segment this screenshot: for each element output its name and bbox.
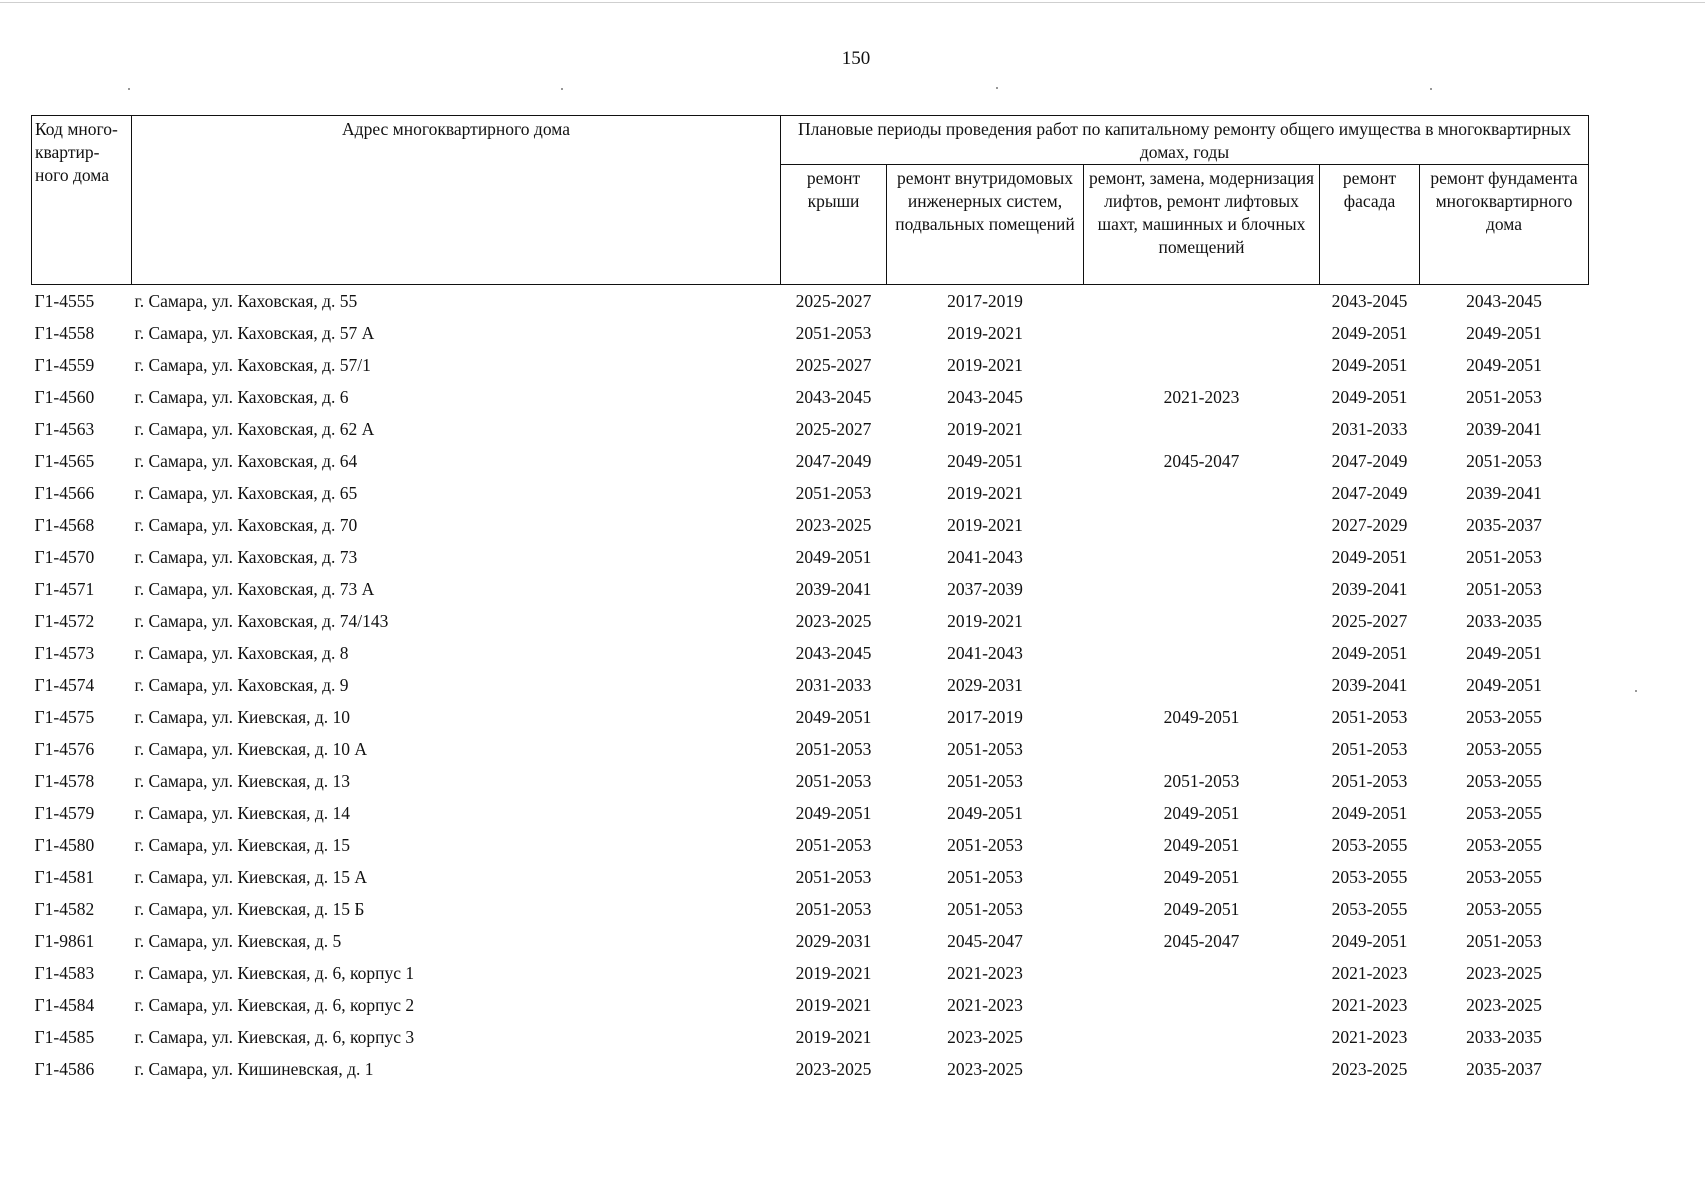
cell-address: г. Самара, ул. Каховская, д. 62 А xyxy=(134,418,375,439)
cell-lift-period xyxy=(1084,1053,1320,1085)
table-row xyxy=(32,541,1589,573)
cell-code: Г1-4579 xyxy=(34,802,95,823)
cell-roof-period: 2051-2053 xyxy=(795,770,872,791)
cell-address: г. Самара, ул. Киевская, д. 6, корпус 2 xyxy=(134,994,415,1015)
cell-address: г. Самара, ул. Каховская, д. 74/143 xyxy=(134,610,389,631)
cell-address: г. Самара, ул. Киевская, д. 5 xyxy=(134,930,342,951)
scan-speck xyxy=(1430,88,1432,90)
cell-foundation-period: 2023-2025 xyxy=(1466,994,1542,1015)
cell-foundation-period: 2039-2041 xyxy=(1466,482,1542,503)
cell-foundation-period: 2053-2055 xyxy=(1466,866,1542,887)
cell-address: г. Самара, ул. Каховская, д. 8 xyxy=(134,642,349,663)
cell-engineering-period: 2023-2025 xyxy=(947,1026,1023,1047)
cell-facade-period: 2049-2051 xyxy=(1331,930,1408,951)
header-foundation: ремонт фундамента многоквартирного дома xyxy=(1420,165,1589,285)
cell-roof-period: 2049-2051 xyxy=(795,706,872,727)
cell-roof-period: 2019-2021 xyxy=(795,962,872,983)
top-scan-rule xyxy=(0,2,1705,3)
cell-engineering-period: 2051-2053 xyxy=(947,738,1023,759)
cell-roof-period: 2031-2033 xyxy=(795,674,872,695)
table-row xyxy=(32,349,1589,381)
cell-code: Г1-9861 xyxy=(34,930,95,951)
cell-code: Г1-4586 xyxy=(34,1058,95,1079)
cell-lift-period xyxy=(1084,509,1320,541)
table-row xyxy=(32,861,1589,893)
cell-code: Г1-4568 xyxy=(34,514,95,535)
cell-address: г. Самара, ул. Киевская, д. 10 А xyxy=(134,738,368,759)
cell-engineering-period: 2021-2023 xyxy=(947,994,1023,1015)
cell-facade-period: 2021-2023 xyxy=(1331,1026,1408,1047)
table-row xyxy=(32,509,1589,541)
table-row xyxy=(32,1053,1589,1085)
cell-foundation-period: 2049-2051 xyxy=(1466,322,1542,343)
cell-facade-period: 2049-2051 xyxy=(1331,386,1408,407)
header-address: Адрес многоквартирного дома xyxy=(132,116,781,285)
cell-address: г. Самара, ул. Киевская, д. 6, корпус 1 xyxy=(134,962,415,983)
table-row xyxy=(32,797,1589,829)
cell-lift-period xyxy=(1084,317,1320,349)
cell-engineering-period: 2017-2019 xyxy=(947,290,1023,311)
table-row xyxy=(32,957,1589,989)
cell-roof-period: 2043-2045 xyxy=(795,386,872,407)
cell-address: г. Самара, ул. Каховская, д. 70 xyxy=(134,514,358,535)
table-row xyxy=(32,1021,1589,1053)
cell-facade-period: 2021-2023 xyxy=(1331,962,1408,983)
cell-foundation-period: 2049-2051 xyxy=(1466,674,1542,695)
cell-facade-period: 2027-2029 xyxy=(1331,514,1408,535)
cell-facade-period: 2047-2049 xyxy=(1331,450,1408,471)
table-row xyxy=(32,445,1589,477)
cell-roof-period: 2019-2021 xyxy=(795,1026,872,1047)
cell-code: Г1-4572 xyxy=(34,610,95,631)
cell-foundation-period: 2051-2053 xyxy=(1466,930,1542,951)
cell-address: г. Самара, ул. Киевская, д. 13 xyxy=(134,770,351,791)
cell-address: г. Самара, ул. Киевская, д. 6, корпус 3 xyxy=(134,1026,415,1047)
cell-facade-period: 2043-2045 xyxy=(1331,290,1408,311)
cell-lift-period: 2049-2051 xyxy=(1163,802,1240,823)
cell-lift-period: 2049-2051 xyxy=(1163,866,1240,887)
cell-facade-period: 2049-2051 xyxy=(1331,802,1408,823)
cell-lift-period xyxy=(1084,669,1320,701)
cell-foundation-period: 2053-2055 xyxy=(1466,898,1542,919)
cell-foundation-period: 2033-2035 xyxy=(1466,1026,1542,1047)
table-row xyxy=(32,989,1589,1021)
cell-code: Г1-4583 xyxy=(34,962,95,983)
cell-foundation-period: 2053-2055 xyxy=(1466,738,1542,759)
cell-lift-period xyxy=(1084,573,1320,605)
cell-address: г. Самара, ул. Киевская, д. 15 А xyxy=(134,866,368,887)
cell-code: Г1-4575 xyxy=(34,706,95,727)
cell-facade-period: 2049-2051 xyxy=(1331,322,1408,343)
cell-engineering-period: 2037-2039 xyxy=(947,578,1023,599)
cell-engineering-period: 2023-2025 xyxy=(947,1058,1023,1079)
cell-code: Г1-4574 xyxy=(34,674,95,695)
cell-engineering-period: 2019-2021 xyxy=(947,322,1023,343)
cell-facade-period: 2051-2053 xyxy=(1331,706,1408,727)
cell-engineering-period: 2021-2023 xyxy=(947,962,1023,983)
cell-facade-period: 2049-2051 xyxy=(1331,354,1408,375)
header-engineering: ремонт внутридомовых инженерных систем, подвальных помещений xyxy=(887,165,1084,285)
cell-address: г. Самара, ул. Каховская, д. 65 xyxy=(134,482,358,503)
cell-engineering-period: 2041-2043 xyxy=(947,642,1023,663)
table-body xyxy=(32,285,1589,1086)
cell-address: г. Самара, ул. Каховская, д. 73 xyxy=(134,546,358,567)
cell-address: г. Самара, ул. Каховская, д. 6 xyxy=(134,386,349,407)
cell-foundation-period: 2051-2053 xyxy=(1466,546,1542,567)
cell-code: Г1-4570 xyxy=(34,546,95,567)
cell-lift-period xyxy=(1084,1021,1320,1053)
cell-code: Г1-4581 xyxy=(34,866,95,887)
cell-lift-period xyxy=(1084,413,1320,445)
cell-engineering-period: 2041-2043 xyxy=(947,546,1023,567)
cell-code: Г1-4573 xyxy=(34,642,95,663)
cell-engineering-period: 2019-2021 xyxy=(947,610,1023,631)
cell-code: Г1-4584 xyxy=(34,994,95,1015)
cell-engineering-period: 2029-2031 xyxy=(947,674,1023,695)
cell-foundation-period: 2043-2045 xyxy=(1466,290,1542,311)
cell-foundation-period: 2049-2051 xyxy=(1466,354,1542,375)
cell-address: г. Самара, ул. Каховская, д. 55 xyxy=(134,290,358,311)
cell-address: г. Самара, ул. Киевская, д. 10 xyxy=(134,706,351,727)
cell-roof-period: 2043-2045 xyxy=(795,642,872,663)
cell-roof-period: 2023-2025 xyxy=(795,610,872,631)
cell-facade-period: 2039-2041 xyxy=(1331,578,1408,599)
cell-code: Г1-4566 xyxy=(34,482,95,503)
cell-facade-period: 2053-2055 xyxy=(1331,834,1408,855)
cell-lift-period xyxy=(1084,605,1320,637)
cell-code: Г1-4582 xyxy=(34,898,95,919)
cell-foundation-period: 2051-2053 xyxy=(1466,578,1542,599)
header-facade: ремонт фасада xyxy=(1320,165,1420,285)
table-row xyxy=(32,829,1589,861)
cell-address: г. Самара, ул. Каховская, д. 57 А xyxy=(134,322,375,343)
cell-foundation-period: 2053-2055 xyxy=(1466,802,1542,823)
cell-engineering-period: 2019-2021 xyxy=(947,514,1023,535)
cell-facade-period: 2025-2027 xyxy=(1331,610,1408,631)
cell-roof-period: 2023-2025 xyxy=(795,514,872,535)
cell-foundation-period: 2051-2053 xyxy=(1466,450,1542,471)
cell-roof-period: 2025-2027 xyxy=(795,418,872,439)
repair-schedule-table xyxy=(31,115,1589,1085)
cell-engineering-period: 2051-2053 xyxy=(947,834,1023,855)
cell-facade-period: 2049-2051 xyxy=(1331,642,1408,663)
scan-speck xyxy=(996,87,998,89)
cell-code: Г1-4576 xyxy=(34,738,95,759)
cell-lift-period xyxy=(1084,477,1320,509)
cell-roof-period: 2039-2041 xyxy=(795,578,872,599)
cell-foundation-period: 2035-2037 xyxy=(1466,1058,1542,1079)
cell-roof-period: 2051-2053 xyxy=(795,834,872,855)
table-row xyxy=(32,669,1589,701)
cell-roof-period: 2019-2021 xyxy=(795,994,872,1015)
cell-roof-period: 2029-2031 xyxy=(795,930,872,951)
cell-lift-period: 2045-2047 xyxy=(1163,450,1240,471)
cell-foundation-period: 2035-2037 xyxy=(1466,514,1542,535)
cell-code: Г1-4555 xyxy=(34,290,95,311)
cell-engineering-period: 2017-2019 xyxy=(947,706,1023,727)
cell-engineering-period: 2051-2053 xyxy=(947,898,1023,919)
header-code: Код много-квартир-ного дома xyxy=(32,116,132,285)
table-row xyxy=(32,573,1589,605)
header-planned-periods: Плановые периоды проведения работ по капитальному ремонту общего имущества в многоквартирных домах, годы xyxy=(781,116,1589,165)
table-header xyxy=(32,116,1589,285)
cell-roof-period: 2051-2053 xyxy=(795,322,872,343)
cell-engineering-period: 2045-2047 xyxy=(947,930,1023,951)
cell-facade-period: 2051-2053 xyxy=(1331,770,1408,791)
cell-lift-period xyxy=(1084,349,1320,381)
cell-roof-period: 2051-2053 xyxy=(795,738,872,759)
cell-facade-period: 2047-2049 xyxy=(1331,482,1408,503)
cell-engineering-period: 2049-2051 xyxy=(947,802,1023,823)
table-row xyxy=(32,733,1589,765)
scan-speck xyxy=(561,88,563,90)
cell-lift-period xyxy=(1084,541,1320,573)
cell-address: г. Самара, ул. Киевская, д. 14 xyxy=(134,802,351,823)
cell-foundation-period: 2049-2051 xyxy=(1466,642,1542,663)
table-row xyxy=(32,413,1589,445)
cell-roof-period: 2023-2025 xyxy=(795,1058,872,1079)
cell-roof-period: 2049-2051 xyxy=(795,546,872,567)
cell-engineering-period: 2043-2045 xyxy=(947,386,1023,407)
cell-foundation-period: 2039-2041 xyxy=(1466,418,1542,439)
table-row xyxy=(32,701,1589,733)
cell-facade-period: 2049-2051 xyxy=(1331,546,1408,567)
cell-address: г. Самара, ул. Кишиневская, д. 1 xyxy=(134,1058,374,1079)
cell-engineering-period: 2051-2053 xyxy=(947,866,1023,887)
cell-foundation-period: 2053-2055 xyxy=(1466,770,1542,791)
cell-lift-period xyxy=(1084,285,1320,318)
cell-lift-period xyxy=(1084,637,1320,669)
page-number: 150 xyxy=(841,48,871,69)
cell-roof-period: 2025-2027 xyxy=(795,354,872,375)
cell-code: Г1-4565 xyxy=(34,450,95,471)
table-row xyxy=(32,317,1589,349)
cell-code: Г1-4559 xyxy=(34,354,95,375)
header-lift: ремонт, замена, модернизация лифтов, ремонт лифтовых шахт, машинных и блочных помещений xyxy=(1084,165,1320,285)
cell-engineering-period: 2019-2021 xyxy=(947,482,1023,503)
cell-facade-period: 2023-2025 xyxy=(1331,1058,1408,1079)
cell-lift-period: 2049-2051 xyxy=(1163,706,1240,727)
table-row xyxy=(32,765,1589,797)
cell-code: Г1-4558 xyxy=(34,322,95,343)
table-row xyxy=(32,893,1589,925)
cell-facade-period: 2021-2023 xyxy=(1331,994,1408,1015)
cell-address: г. Самара, ул. Каховская, д. 57/1 xyxy=(134,354,371,375)
cell-code: Г1-4585 xyxy=(34,1026,95,1047)
cell-lift-period: 2045-2047 xyxy=(1163,930,1240,951)
table-row xyxy=(32,477,1589,509)
table-row xyxy=(32,637,1589,669)
cell-engineering-period: 2051-2053 xyxy=(947,770,1023,791)
cell-facade-period: 2031-2033 xyxy=(1331,418,1408,439)
cell-roof-period: 2051-2053 xyxy=(795,898,872,919)
cell-foundation-period: 2053-2055 xyxy=(1466,834,1542,855)
cell-foundation-period: 2051-2053 xyxy=(1466,386,1542,407)
scan-speck xyxy=(128,88,130,90)
cell-roof-period: 2051-2053 xyxy=(795,482,872,503)
cell-roof-period: 2047-2049 xyxy=(795,450,872,471)
cell-engineering-period: 2019-2021 xyxy=(947,418,1023,439)
cell-lift-period xyxy=(1084,989,1320,1021)
table-row xyxy=(32,925,1589,957)
cell-roof-period: 2049-2051 xyxy=(795,802,872,823)
cell-facade-period: 2051-2053 xyxy=(1331,738,1408,759)
cell-address: г. Самара, ул. Каховская, д. 64 xyxy=(134,450,358,471)
header-roof: ремонт крыши xyxy=(781,165,887,285)
cell-lift-period xyxy=(1084,957,1320,989)
table-row xyxy=(32,381,1589,413)
cell-code: Г1-4563 xyxy=(34,418,95,439)
cell-code: Г1-4578 xyxy=(34,770,95,791)
cell-engineering-period: 2019-2021 xyxy=(947,354,1023,375)
cell-code: Г1-4571 xyxy=(34,578,95,599)
cell-foundation-period: 2033-2035 xyxy=(1466,610,1542,631)
cell-foundation-period: 2023-2025 xyxy=(1466,962,1542,983)
cell-facade-period: 2039-2041 xyxy=(1331,674,1408,695)
cell-code: Г1-4560 xyxy=(34,386,95,407)
cell-address: г. Самара, ул. Киевская, д. 15 xyxy=(134,834,351,855)
cell-lift-period: 2049-2051 xyxy=(1163,834,1240,855)
cell-lift-period: 2051-2053 xyxy=(1163,770,1240,791)
cell-engineering-period: 2049-2051 xyxy=(947,450,1023,471)
table-row xyxy=(32,285,1589,318)
cell-code: Г1-4580 xyxy=(34,834,95,855)
scan-speck xyxy=(1635,690,1637,692)
cell-roof-period: 2051-2053 xyxy=(795,866,872,887)
cell-facade-period: 2053-2055 xyxy=(1331,898,1408,919)
cell-roof-period: 2025-2027 xyxy=(795,290,872,311)
cell-address: г. Самара, ул. Каховская, д. 9 xyxy=(134,674,349,695)
cell-lift-period xyxy=(1084,733,1320,765)
cell-foundation-period: 2053-2055 xyxy=(1466,706,1542,727)
cell-facade-period: 2053-2055 xyxy=(1331,866,1408,887)
cell-lift-period: 2021-2023 xyxy=(1163,386,1240,407)
cell-address: г. Самара, ул. Киевская, д. 15 Б xyxy=(134,898,365,919)
cell-address: г. Самара, ул. Каховская, д. 73 А xyxy=(134,578,375,599)
cell-lift-period: 2049-2051 xyxy=(1163,898,1240,919)
table-row xyxy=(32,605,1589,637)
